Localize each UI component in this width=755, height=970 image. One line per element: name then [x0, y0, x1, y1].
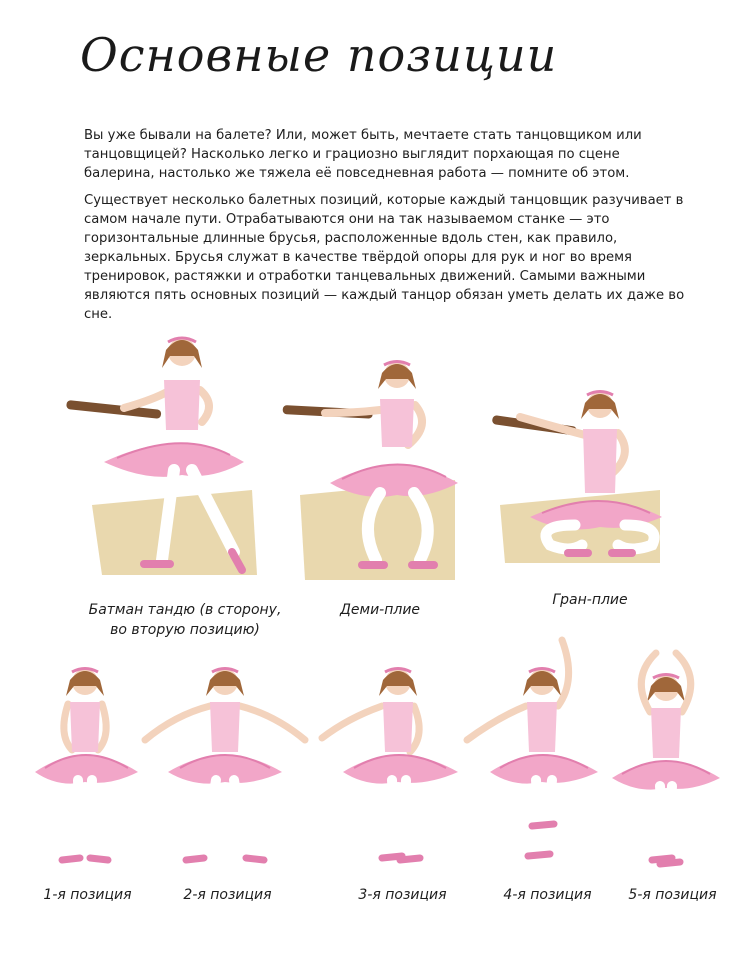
caption-battement-tendu-line2: во вторую позицию)	[110, 622, 260, 638]
caption-battement-tendu	[85, 600, 285, 640]
caption-fourth-position: 4-я позиция	[503, 887, 592, 903]
ballerina-second-position-illustration	[140, 660, 310, 875]
intro-paragraph-1: Вы уже бывали на балете? Или, может быть, мечтаете стать танцовщиком или танцовщицей? Насколько легко и грациозно выглядит порхающая по сцене балерина, настолько же тяжела её повседневная работа — помните об этом.	[84, 128, 642, 181]
caption-grand-plie: Гран-плие	[552, 592, 628, 608]
intro-text	[84, 126, 694, 332]
caption-third-position: 3-я позиция	[358, 887, 447, 903]
ballerina-grand-plie-illustration	[490, 385, 665, 570]
ballerina-fifth-position-illustration	[608, 638, 723, 875]
caption-fifth-position: 5-я позиция	[628, 887, 717, 903]
caption-first-position: 1-я позиция	[43, 887, 132, 903]
caption-battement-tendu-line1: Батман тандю (в сторону,	[88, 602, 282, 618]
caption-demi-plie: Деми-плие	[339, 602, 421, 618]
ballerina-first-position-illustration	[30, 660, 140, 875]
intro-paragraph-2: Существует несколько балетных позиций, которые каждый танцовщик разучивает в самом начале пути. Отрабатываются они на так называемом станке — это горизонтальные длинные брусья, расположенные вдоль стен, как правило, зеркальных. Брусья служат в качестве твёрдой опоры для рук и ног во время тренировок, растяжки и отработки танцевальных движений. Самыми важными являются пять основных позиций — каждый танцор обязан уметь делать их даже во сне.	[84, 193, 685, 322]
ballerina-battement-tendu-illustration	[62, 330, 262, 590]
page-title: Основные позиции	[80, 28, 558, 82]
ballerina-demi-plie-illustration	[280, 355, 460, 590]
ballerina-fourth-position-illustration	[462, 630, 602, 875]
ballerina-third-position-illustration	[318, 660, 463, 875]
caption-second-position: 2-я позиция	[183, 887, 272, 903]
